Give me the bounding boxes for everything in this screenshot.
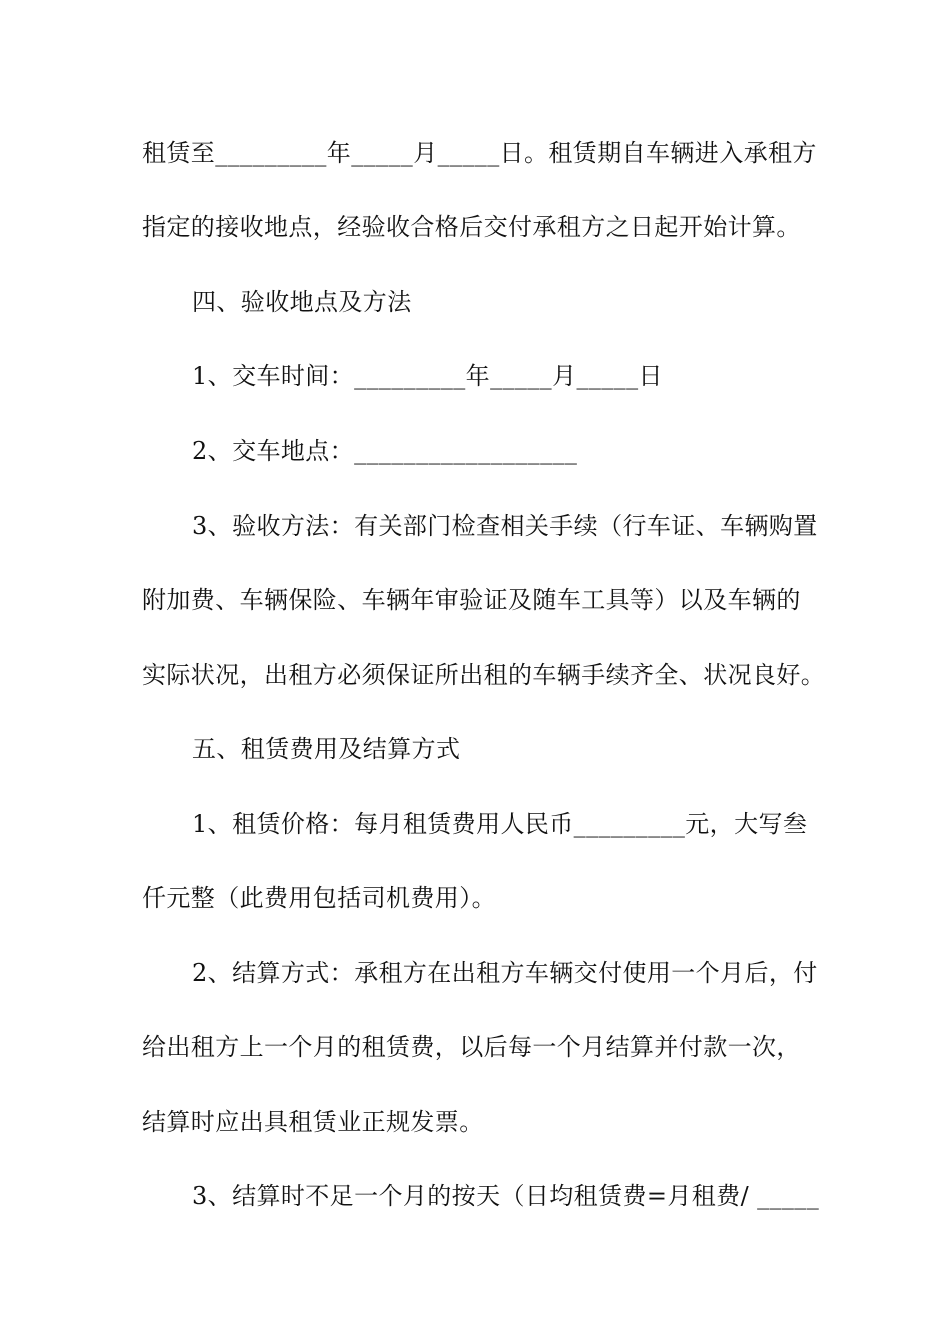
text-line-lease-start: 指定的接收地点，经验收合格后交付承租方之日起开始计算。 [142, 213, 801, 241]
text-line-inspection-method-cont: 附加费、车辆保险、车辆年审验证及随车工具等）以及车辆的 [142, 586, 801, 614]
text-line-settlement-method-cont: 给出租方上一个月的租赁费，以后每一个月结算并付款一次， [142, 1033, 801, 1061]
section-heading-inspection: 四、验收地点及方法 [192, 288, 412, 316]
text-line-lease-price-cont: 仟元整（此费用包括司机费用）。 [142, 884, 496, 912]
section-heading-fees: 五、租赁费用及结算方式 [192, 735, 461, 763]
text-line-inspection-method: 3、验收方法：有关部门检查相关手续（行车证、车辆购置 [192, 512, 818, 540]
text-line-partial-month: 3、结算时不足一个月的按天（日均租赁费=月租费/ _____ [192, 1182, 820, 1210]
text-line-lease-end-date: 租赁至_________年_____月_____日。租赁期自车辆进入承租方 [142, 139, 817, 167]
text-line-settlement-method: 2、结算方式：承租方在出租方车辆交付使用一个月后，付 [192, 959, 818, 987]
text-line-inspection-method-end: 实际状况，出租方必须保证所出租的车辆手续齐全、状况良好。 [142, 661, 826, 689]
text-line-delivery-time: 1、交车时间：_________年_____月_____日 [192, 362, 663, 390]
text-line-lease-price: 1、租赁价格：每月租赁费用人民币_________元，大写叁 [192, 810, 808, 838]
text-line-settlement-method-end: 结算时应出具租赁业正规发票。 [142, 1108, 484, 1136]
text-line-delivery-place: 2、交车地点：__________________ [192, 437, 578, 465]
